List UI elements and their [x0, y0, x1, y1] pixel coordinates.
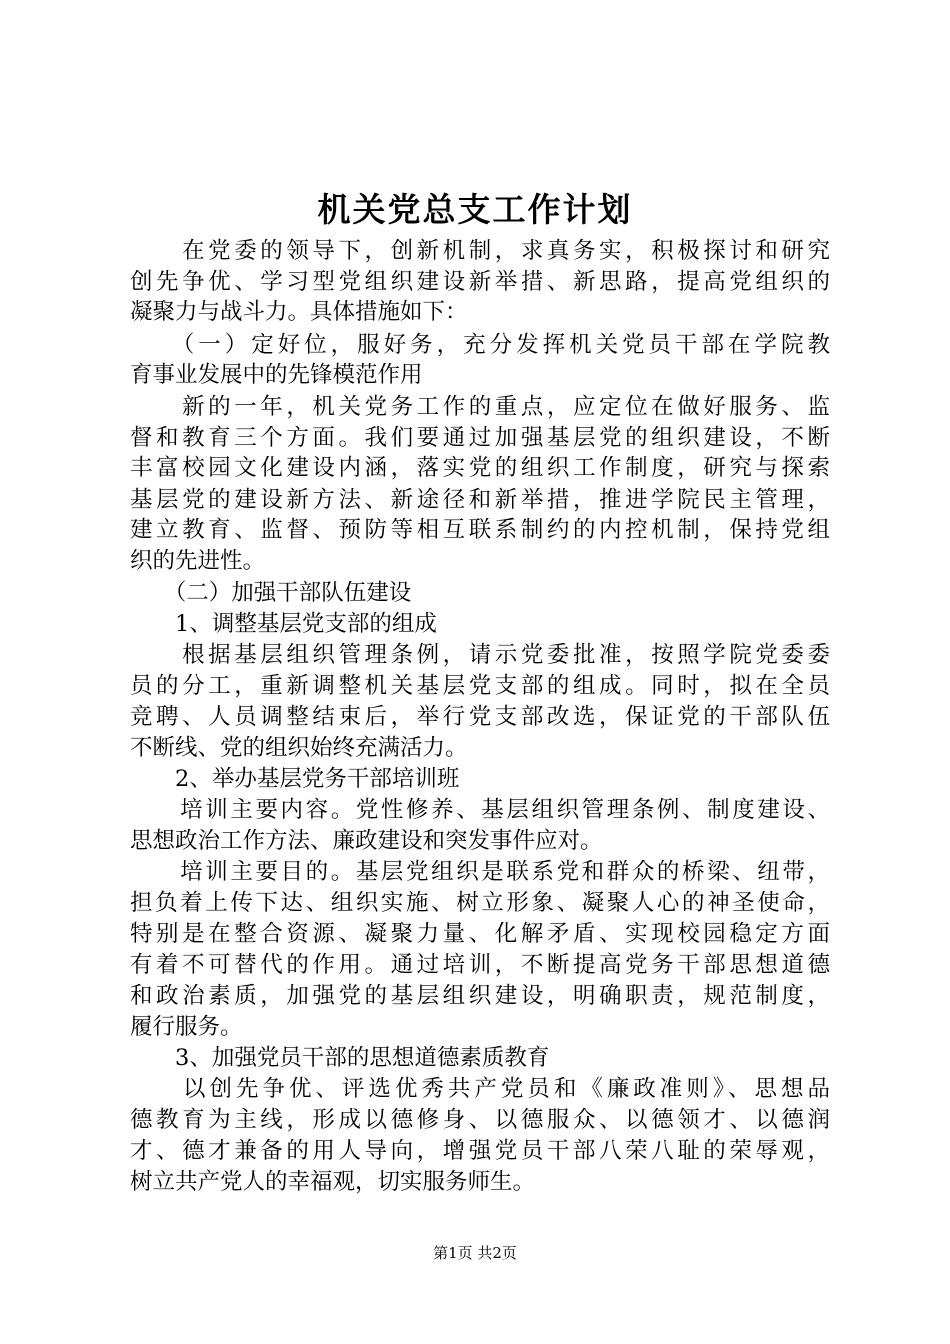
body-line: 创先争优、学习型党组织建设新举措、新思路，提高党组织的 [130, 269, 830, 295]
subsection-heading: 1、调整基层党支部的组成 [130, 611, 437, 637]
body-line: 有着不可替代的作用。通过培训，不断提高党务干部思想道德 [130, 952, 830, 978]
body-line: 德教育为主线，形成以德修身、以德服众、以德领才、以德润 [130, 1107, 830, 1133]
body-line: 和政治素质，加强党的基层组织建设，明确职责，规范制度， [130, 983, 830, 1009]
body-line: 培训主要内容。党性修养、基层组织管理条例、制度建设、 [130, 797, 830, 823]
body-line: 思想政治工作方法、廉政建设和突发事件应对。 [130, 828, 603, 854]
body-line: 督和教育三个方面。我们要通过加强基层党的组织建设，不断 [130, 425, 830, 451]
body-line: （一）定好位，服好务，充分发挥机关党员干部在学院教 [130, 332, 830, 358]
body-line: 不断线、党的组织始终充满活力。 [130, 735, 468, 761]
body-line: 根据基层组织管理条例，请示党委批准，按照学院党委委 [130, 642, 830, 668]
body-line: 担负着上传下达、组织实施、树立形象、凝聚人心的神圣使命， [130, 890, 830, 916]
section-heading: （二）加强干部队伍建设 [130, 580, 412, 606]
body-line: 丰富校园文化建设内涵，落实党的组织工作制度，研究与探索 [130, 455, 830, 481]
body-line: 履行服务。 [130, 1014, 243, 1040]
document-title: 机关党总支工作计划 [317, 190, 633, 229]
body-line: 育事业发展中的先锋模范作用 [130, 362, 423, 388]
page-number-footer: 第1页 共2页 [433, 1244, 517, 1262]
subsection-heading: 2、举办基层党务干部培训班 [130, 766, 460, 792]
body-line: 员的分工，重新调整机关基层党支部的组成。同时，拟在全员 [130, 673, 830, 699]
body-line: 新的一年，机关党务工作的重点，应定位在做好服务、监 [130, 394, 830, 420]
body-line: 织的先进性。 [130, 548, 266, 574]
body-line: 基层党的建设新方法、新途径和新举措，推进学院民主管理， [130, 487, 830, 513]
subsection-heading: 3、加强党员干部的思想道德素质教育 [130, 1045, 550, 1071]
body-line: 竞聘、人员调整结束后，举行党支部改选，保证党的干部队伍 [130, 704, 830, 730]
body-line: 培训主要目的。基层党组织是联系党和群众的桥梁、纽带， [130, 859, 830, 885]
body-line: 特别是在整合资源、凝聚力量、化解矛盾、实现校园稳定方面 [130, 921, 830, 947]
body-line: 凝聚力与战斗力。具体措施如下： [130, 299, 468, 325]
body-line: 在党委的领导下，创新机制，求真务实，积极探讨和研究 [130, 238, 830, 264]
body-line: 树立共产党人的幸福观，切实服务师生。 [130, 1169, 536, 1195]
body-line: 建立教育、监督、预防等相互联系制约的内控机制，保持党组 [130, 517, 830, 543]
body-line: 以创先争优、评选优秀共产党员和《廉政准则》、思想品 [130, 1076, 830, 1102]
body-line: 才、德才兼备的用人导向，增强党员干部八荣八耻的荣辱观， [130, 1138, 830, 1164]
